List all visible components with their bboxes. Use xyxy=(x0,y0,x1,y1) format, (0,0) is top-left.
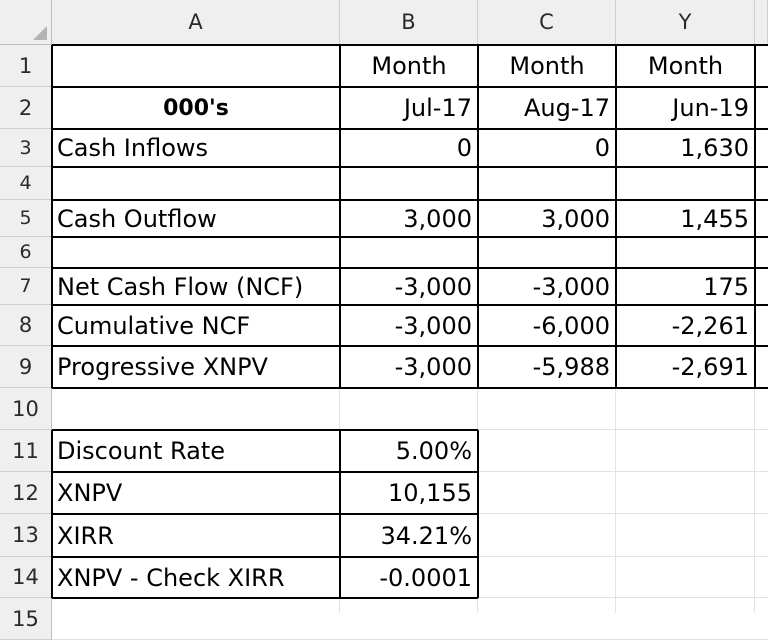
cell-a8[interactable]: Cumulative NCF xyxy=(57,311,251,340)
cell-b3[interactable]: 0 xyxy=(456,134,472,162)
cell-c5[interactable]: 3,000 xyxy=(541,204,610,233)
cell-border xyxy=(52,387,768,389)
cell-y5[interactable]: 1,455 xyxy=(680,204,749,233)
cell-y12[interactable] xyxy=(616,472,755,514)
column-header-y[interactable]: Y xyxy=(616,0,755,45)
cell-border xyxy=(52,345,768,347)
cell-border xyxy=(339,45,341,388)
cell-border xyxy=(52,86,768,88)
row-header-14[interactable]: 14 xyxy=(0,557,52,598)
cell-c8[interactable]: -6,000 xyxy=(532,311,610,340)
cell-border xyxy=(52,199,768,201)
cell-a14[interactable]: XNPV - Check XIRR xyxy=(57,563,285,592)
cell-y6[interactable] xyxy=(616,237,755,268)
cell-c14[interactable] xyxy=(478,557,616,598)
row-header-1[interactable]: 1 xyxy=(0,45,52,87)
row-header-9[interactable]: 9 xyxy=(0,346,52,388)
cell-a15[interactable] xyxy=(52,598,340,640)
cell-border xyxy=(477,430,479,598)
cell-y4[interactable] xyxy=(616,167,755,200)
select-all-corner[interactable] xyxy=(0,0,52,45)
cell-border xyxy=(51,430,53,598)
cell-a9[interactable]: Progressive XNPV xyxy=(57,353,268,381)
cell-c10[interactable] xyxy=(478,388,616,430)
cell-a13[interactable]: XIRR xyxy=(57,521,114,550)
cell-c2[interactable]: Aug-17 xyxy=(523,94,610,122)
cell-border xyxy=(52,267,768,269)
cell-y7[interactable]: 175 xyxy=(703,272,749,301)
cell-b5[interactable]: 3,000 xyxy=(403,204,472,233)
column-header-a[interactable]: A xyxy=(52,0,340,45)
cell-y8[interactable]: -2,261 xyxy=(671,311,749,340)
cell-b7[interactable]: -3,000 xyxy=(394,272,472,301)
cell-y13[interactable] xyxy=(616,514,755,557)
cell-y11[interactable] xyxy=(616,430,755,472)
cell-b11[interactable]: 5.00% xyxy=(395,437,472,465)
cell-border xyxy=(52,44,768,46)
cell-y15[interactable] xyxy=(616,598,755,640)
cell-border xyxy=(52,236,768,238)
cell-border xyxy=(52,513,478,515)
cell-border xyxy=(52,471,478,473)
cell-b8[interactable]: -3,000 xyxy=(394,311,472,340)
cell-border xyxy=(52,166,768,168)
column-header-next[interactable] xyxy=(755,0,768,45)
row-header-12[interactable]: 12 xyxy=(0,472,52,514)
cell-y9[interactable]: -2,691 xyxy=(671,353,749,381)
cell-a2[interactable]: 000's xyxy=(163,95,229,121)
column-header-c[interactable]: C xyxy=(478,0,616,45)
cell-b14[interactable]: -0.0001 xyxy=(379,563,472,592)
row-header-2[interactable]: 2 xyxy=(0,87,52,129)
cell-border xyxy=(339,430,341,598)
cell-b6[interactable] xyxy=(340,237,478,268)
cell-b13[interactable]: 34.21% xyxy=(380,521,472,550)
cell-a10[interactable] xyxy=(52,388,340,430)
cell-border xyxy=(754,45,756,388)
cell-c1[interactable]: Month xyxy=(509,52,585,80)
row-header-4[interactable]: 4 xyxy=(0,167,52,200)
cell-b2[interactable]: Jul-17 xyxy=(403,94,472,122)
cell-c7[interactable]: -3,000 xyxy=(532,272,610,301)
cell-border xyxy=(52,597,478,599)
cell-a4[interactable] xyxy=(52,167,340,200)
cell-b4[interactable] xyxy=(340,167,478,200)
cell-y3[interactable]: 1,630 xyxy=(680,134,749,162)
cell-a5[interactable]: Cash Outflow xyxy=(57,204,217,233)
cell-c9[interactable]: -5,988 xyxy=(532,353,610,381)
cell-border xyxy=(615,45,617,388)
cell-a3[interactable]: Cash Inflows xyxy=(57,134,209,162)
cell-border xyxy=(52,429,478,431)
row-header-15[interactable]: 15 xyxy=(0,598,52,640)
cell-a11[interactable]: Discount Rate xyxy=(57,437,226,465)
cell-y2[interactable]: Jun-19 xyxy=(672,94,749,122)
cell-c3[interactable]: 0 xyxy=(594,134,610,162)
cell-border xyxy=(52,556,478,558)
cell-y10[interactable] xyxy=(616,388,755,430)
cell-border xyxy=(51,45,53,388)
cell-c15[interactable] xyxy=(478,598,616,640)
cell-a12[interactable]: XNPV xyxy=(57,479,123,507)
cell-border xyxy=(52,304,768,306)
row-header-3[interactable]: 3 xyxy=(0,129,52,167)
cell-c11[interactable] xyxy=(478,430,616,472)
cell-c6[interactable] xyxy=(478,237,616,268)
row-header-10[interactable]: 10 xyxy=(0,388,52,430)
cell-c12[interactable] xyxy=(478,472,616,514)
row-header-13[interactable]: 13 xyxy=(0,514,52,557)
cell-a7[interactable]: Net Cash Flow (NCF) xyxy=(57,272,304,301)
cell-a6[interactable] xyxy=(52,237,340,268)
cell-y14[interactable] xyxy=(616,557,755,598)
cell-b15[interactable] xyxy=(340,598,478,640)
cell-b9[interactable]: -3,000 xyxy=(394,353,472,381)
column-header-b[interactable]: B xyxy=(340,0,478,45)
row-header-8[interactable]: 8 xyxy=(0,305,52,346)
cell-y1[interactable]: Month xyxy=(647,52,724,80)
select-all-triangle-icon xyxy=(33,26,47,40)
row-header-7[interactable]: 7 xyxy=(0,268,52,305)
row-header-6[interactable]: 6 xyxy=(0,237,52,268)
cell-border xyxy=(477,45,479,388)
cell-b12[interactable]: 10,155 xyxy=(388,479,472,507)
cell-c4[interactable] xyxy=(478,167,616,200)
row-header-5[interactable]: 5 xyxy=(0,200,52,237)
cell-a1[interactable] xyxy=(52,45,340,87)
cell-border xyxy=(52,128,768,130)
row-header-11[interactable]: 11 xyxy=(0,430,52,472)
cell-b1[interactable]: Month xyxy=(371,52,447,80)
cell-b10[interactable] xyxy=(340,388,478,430)
cell-c13[interactable] xyxy=(478,514,616,557)
